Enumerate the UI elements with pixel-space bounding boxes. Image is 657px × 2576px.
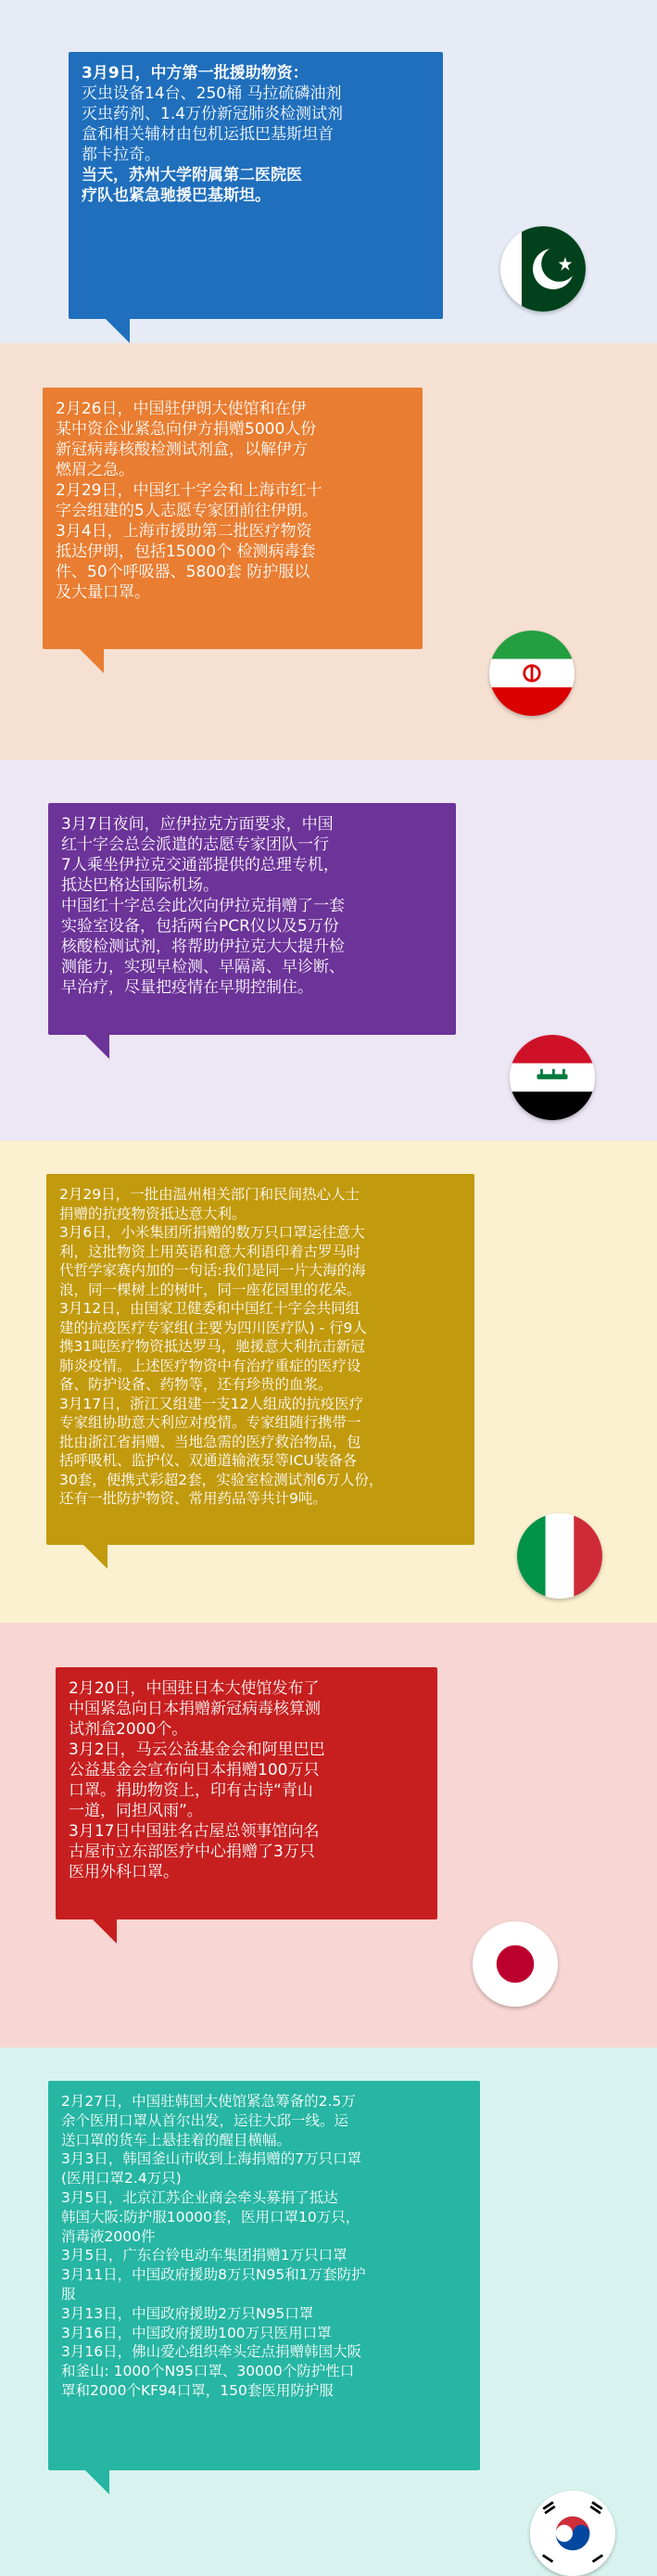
iraq-text: 3月7日夜间，应伊拉克方面要求，中国 红十字会总会派遣的志愿专家团队一行 7人乘坐伊拉克交通部提供的总理专机， 抵达巴格达国际机场。 中国红十字总会此次向伊拉克捐赠了一套 实验室设备，包括两台PCR仪以及5万份 核酸检测试剂，将帮助伊拉克大大提升检 测能力，实现早检测、早隔离、早诊断、 早治疗，尽量把疫情在早期控制住。 (61, 815, 345, 997)
italy-card (46, 1174, 474, 1545)
iraq-card (48, 803, 456, 1035)
pakistan-line3: 当天，苏州大学附属第二医院医 疗队也紧急驰援巴基斯坦。 (82, 166, 302, 205)
pakistan-section (0, 0, 657, 343)
iran-card (43, 388, 423, 649)
iran-text: 2月26日，中国驻伊朗大使馆和在伊 某中资企业紧急向伊方捐赠5000人份 新冠病毒核酸检测试剂盒，以解伊方 燃眉之急。 2月29日，中国红十字会和上海市红十 字会组建的5人志愿专家团前往伊朗。 3月4日，上海市援助第二批医疗物资 抵达伊朗，包括15000个 检测病毒套 件、50个呼吸器、5800套 防护服以 及大量口罩。 (56, 400, 322, 602)
japan-section (0, 1623, 657, 2047)
korea-flag-icon (530, 2491, 615, 2576)
iran-section (0, 343, 657, 760)
korea-card (48, 2081, 480, 2470)
italy-text: 2月29日，一批由温州相关部门和民间热心人士 捐赠的抗疫物资抵达意大利。 3月6日，小米集团所捐赠的数万只口罩运往意大 利，这批物资上用英语和意大利语印着古罗马时 代哲学家赛内加的一句话:我们是同一片大海的海 浪，同一棵树上的树叶，同一座花园里的花朵。 3月12日，由国家卫健委和中国红十字会共同组 建的抗疫医疗专家组(主要为四川医疗队) - 行9人 携31吨医疗物资抵达罗马，驰援意大利抗击新冠 肺炎疫情。上述医疗物资中有治疗重症的医疗设 备、防护设备、药物等，还有珍贵的血浆。 3月17日，浙江又组建一支12人组成的抗疫医疗 专家组协助意大利应对疫情。专家组随行携带一 批由浙江省捐赠、当地急需的医疗救治物品，包 括呼吸机、监护仪、双通道输液泵等ICU装备各 30套，便携式彩超2套，实验室检测试剂6万人份， 还有一批防护物资、常用药品等共计9吨。 (59, 1186, 384, 1507)
italy-flag-icon (517, 1513, 602, 1599)
italy-section (0, 1141, 657, 1623)
iran-flag-icon (489, 631, 575, 716)
korea-text: 2月27日，中国驻韩国大使馆紧急筹备的2.5万 余个医用口罩从首尔出发，运往大邱一线。运 送口罩的货车上悬挂着的醒目横幅。 3月3日，韩国釜山市收到上海捐赠的7万只口罩 (医用口罩2.4万只) 3月5日，北京江苏企业商会牵头募捐了抵达 韩国大阪:防护服10000套，医用口罩10万只， 消毒液2000件 3月5日，广东台铃电动车集团捐赠1万只口罩 3月11日，中国政府援助8万只N95和1万套防护 服 3月13日，中国政府援助2万只N95口罩 3月16日，中国政府援助100万只医用口罩 3月16日，佛山爱心组织牵头定点捐赠韩国大阪 和釜山: 1000个N95口罩、30000个防护性口 罩和2000个KF94口罩，150套医用防护服 (61, 2093, 366, 2399)
japan-flag-icon (473, 1921, 558, 2007)
iraq-section (0, 760, 657, 1141)
korea-section (0, 2047, 657, 2576)
japan-card (56, 1667, 437, 1919)
iraq-flag-icon (510, 1035, 595, 1120)
pakistan-flag-icon (500, 226, 586, 312)
japan-text: 2月20日，中国驻日本大使馆发布了 中国紧急向日本捐赠新冠病毒核算测 试剂盒2000个。 3月2日，马云公益基金会和阿里巴巴 公益基金会宣布向日本捐赠100万只 口罩。捐助物资上，印有古诗“青山 一道，同担风雨”。 3月17日中国驻名古屋总领事馆向名 古屋市立东部医疗中心捐赠了3万只 医用外科口罩。 (69, 1679, 325, 1881)
pakistan-card (69, 52, 443, 319)
pakistan-line2: 灭虫设备14台、250桶 马拉硫磷油剂 灭虫药剂、1.4万份新冠肺炎检测试剂 盒和相关辅材由包机运抵巴基斯坦首 都卡拉奇。 (82, 84, 344, 164)
pakistan-line1: 3月9日，中方第一批援助物资： (82, 64, 309, 83)
